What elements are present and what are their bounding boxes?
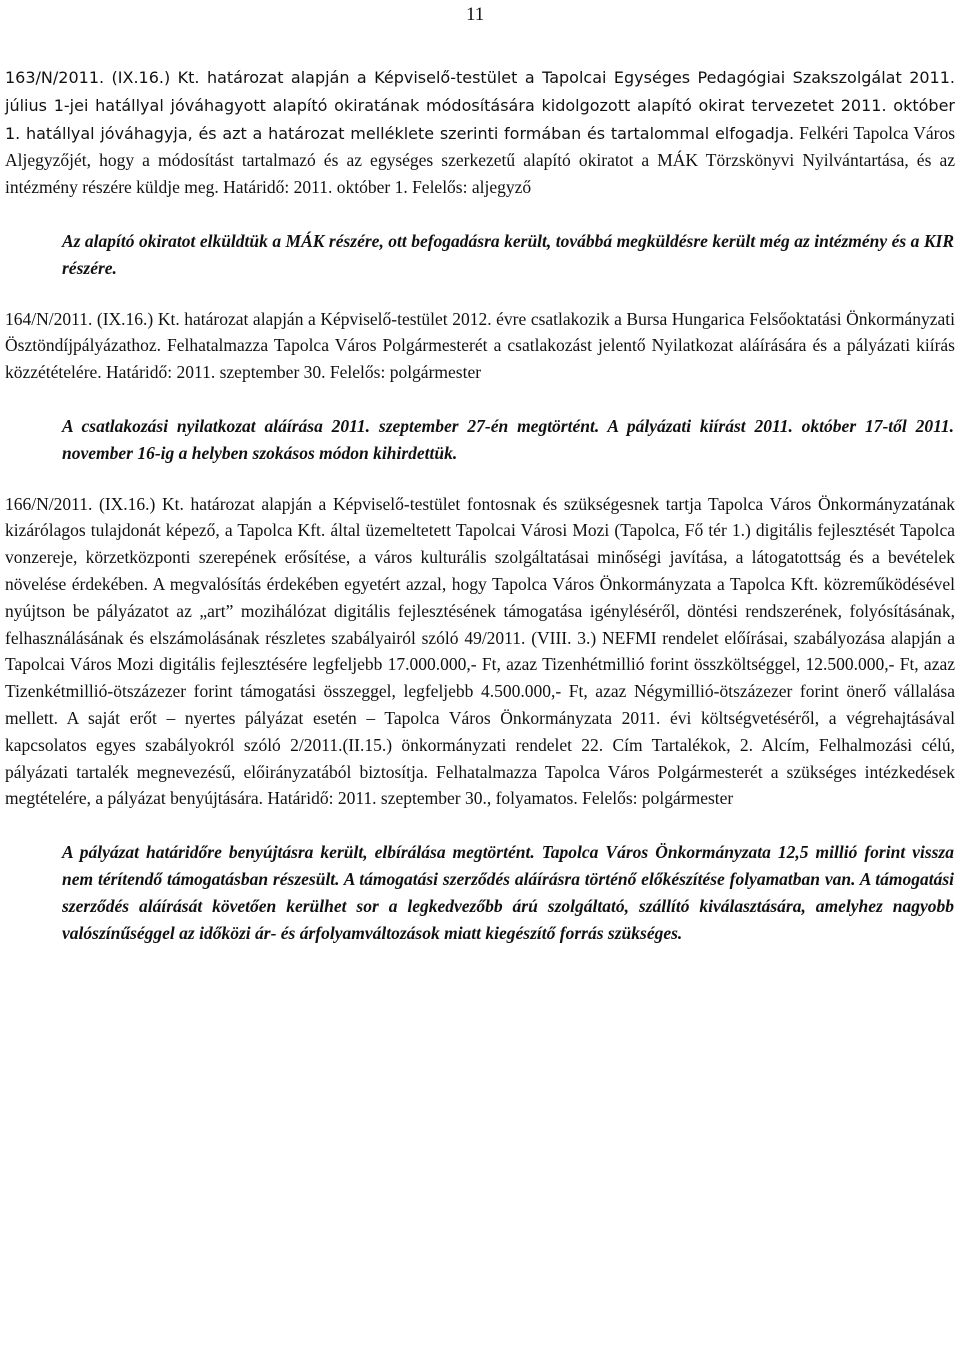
resolution-166-paragraph: 166/N/2011. (IX.16.) Kt. határozat alapján a Képviselő-testület fontosnak és szükségesnek tartja Tapolca Város Önkormányzatának kizárólagos tulajdonát képező, a Tapolca Kft. által üzemeltetett Tapolcai Városi Mozi (Tapolca, Fő tér 1.) digitális fejlesztését Tapolca vonzereje, körzetközponti szerepének erősítése, a város kulturális szolgáltatásai minőségi javítása, a látogatottság és a bevételek növelése érdekében. A megvalósítás érdekében egyetért azzal, hogy Tapolca Város Önkormányzata a Tapolca Kft. közreműködésével nyújtson be pályázatot az „art” mozihálózat digitális fejlesztésének támogatása igényléséről, döntési rendszerének, folyósításának, felhasználásának és elszámolásának részletes szabályairól szóló 49/2011. (VIII. 3.) NEFMI rendelet előírásai, szabályozása alapján a Tapolcai Város Mozi digitális fejlesztésére legfeljebb 17.000.000,- Ft, azaz Tizenhétmillió forint összköltséggel, 12.500.000,- Ft, azaz Tizenkétmillió-ötszázezer forint támogatási összeggel, legfeljebb 4.500.000,- Ft, azaz Négymillió-ötszázezer forint önerő vállalása mellett. A saját erőt – nyertes pályázat esetén – Tapolca Város Önkormányzata 2011. évi költségvetéséről, a végrehajtásával kapcsolatos egyes szabályokról szóló 2/2011.(II.15.) önkormányzati rendelet 22. Cím Tartalékok, 2. Alcím, Felhalmozási célú, pályázati tartalék megnevezésű, előirányzatából biztosítja. Felhatalmazza Tapolca Város Polgármesterét a szükséges intézkedések megtételére, a pályázat benyújtására. Határidő: 2011. szeptember 30., folyamatos. Felelős: polgármester: [5, 493, 955, 809]
resolution-166-status-note: A pályázat határidőre benyújtásra került, elbírálása megtörtént. Tapolca Város Önkormányzata 12,5 millió forint vissza nem térítendő támogatásban részesült. A támogatási szerződés aláírásra történő előkészítése folyamatban van. A támogatási szerződés aláírását követően kerülhet sor a legkedvezőbb árú szolgáltató, szállító kiválasztására, amelyhez nagyobb valószínűséggel az időközi ár- és árfolyamváltozások miatt kiegészítő forrás szükséges.: [62, 842, 954, 943]
resolution-163-body: Felkéri Tapolca Város Aljegyzőjét, hogy a módosítást tartalmazó és az egységes szerkezetű alapító okiratot a MÁK Törzskönyvi Nyilvántartása, és az intézmény részére küldje meg. Határidő: 2011. október 1. Felelős: aljegyző: [5, 122, 955, 198]
resolution-163-paragraph: [5, 64, 955, 201]
document-body: [5, 64, 955, 970]
resolution-163-intro: 163/N/2011. (IX.16.) Kt. határozat alapján a Képviselő-testület a Tapolcai Egységes Pedagógiai Szakszolgálat 2011. július 1-jei hatállyal jóváhagyott alapító okiratának módosítására kidolgozott alapító okirat tervezetet 2011. október 1. hatállyal jóváhagyja, és azt a határozat melléklete szerinti formában és tartalommal elfogadja.: [5, 68, 955, 143]
resolution-163-status-note: Az alapító okiratot elküldtük a MÁK részére, ott befogadásra került, továbbá megküldésre került még az intézmény és a KIR részére.: [62, 230, 954, 278]
page-number: 11: [466, 4, 485, 25]
resolution-164-status-note: A csatlakozási nyilatkozat aláírása 2011. szeptember 27-én megtörtént. A pályázati kiírást 2011. október 17-től 2011. november 16-ig a helyben szokásos módon kihirdettük.: [62, 415, 954, 463]
resolution-164-paragraph: 164/N/2011. (IX.16.) Kt. határozat alapján a Képviselő-testület 2012. évre csatlakozik a Bursa Hungarica Felsőoktatási Önkormányzati Ösztöndíjpályázathoz. Felhatalmazza Tapolca Város Polgármesterét a csatlakozást jelentő Nyilatkozat aláírására és a pályázati kiírás közzétételére. Határidő: 2011. szeptember 30. Felelős: polgármester: [5, 308, 955, 383]
